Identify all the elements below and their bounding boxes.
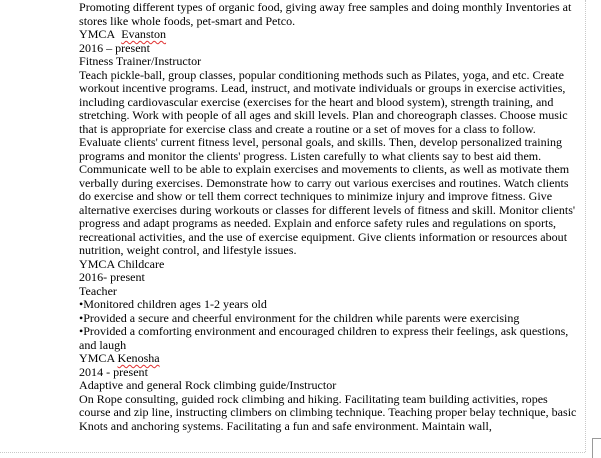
- job-dates: 2016 – present: [79, 40, 150, 55]
- bullet-item: •Provided a secure and cheerful environment for the children while parents were exercising: [79, 310, 520, 325]
- right-margin-guide: [585, 0, 586, 452]
- bullet-item: •Provided a comforting environment and encouraged children to express their feelings, ask questions, and laugh: [79, 324, 569, 352]
- page-corner-mark: [592, 438, 593, 458]
- job-dates: 2014 - present: [79, 364, 148, 379]
- job-title: Adaptive and general Rock climbing guide/Instructor: [79, 378, 337, 392]
- employer-location: Evanston: [121, 27, 167, 41]
- employer-name: YMCA: [79, 27, 116, 41]
- job-dates: 2016- present: [79, 270, 145, 284]
- employer-heading-childcare: [79, 258, 579, 272]
- employer-location: Childcare: [117, 256, 165, 271]
- job-title: Fitness Trainer/Instructor: [79, 54, 202, 68]
- employer-heading-evanston: [79, 28, 579, 42]
- employer-heading-kenosha: [79, 352, 579, 366]
- page-corner-mark-horizontal: [592, 438, 601, 439]
- employer-location: Kenosha: [117, 351, 160, 365]
- job-description: Teach pickle-ball, group classes, popular conditioning methods such as Pilates, yoga, and etc. Create workout incentive programs. Lead, instruct, and motivate individuals or groups in exercise activities, including cardiovascular exercise (exercises for the heart and blood system), strength training, and stretching. Work with people of all ages and skill levels. Plan and choreograph classes. Choose music that is appropriate for exercise class and create a routine or a set of moves for a class to follow. Evaluate clients' current fitness level, personal goals, and skills. Then, develop personalized training programs and monitor the clients' progress. Listen carefully to what clients say to best aid them. Communicate well to be able to explain exercises and movements to clients, as well as motivate them verbally during exercises. Demonstrate how to carry out various exercises and routines. Watch clients do exercise and show or tell them correct techniques to minimize injury and improve fitness. Give alternative exercises during workouts or classes for different levels of fitness and skill. Monitor clients' progress and adapt programs as needed. Explain and enforce safety rules and regulations on sports, recreational activities, and the use of exercise equipment. Give clients information or resources about nutrition, weight control, and lifestyle issues.: [79, 67, 576, 257]
- bullet-item: •Monitored children ages 1-2 years old: [79, 297, 267, 311]
- document-body[interactable]: [79, 1, 579, 433]
- bottom-margin-guide: [0, 452, 585, 453]
- job-title: Teacher: [79, 283, 117, 298]
- employer-name: YMCA: [79, 351, 115, 365]
- job-description: On Rope consulting, guided rock climbing and hiking. Facilitating team building activities, ropes course and zip line, instructing climbers on climbing technique. Teaching proper belay technique, basic Knots and anchoring systems. Facilitating a fun and safe environment. Maintain wall,: [79, 391, 577, 433]
- employer-name: YMCA: [79, 256, 115, 271]
- intro-paragraph: Promoting different types of organic food, giving away free samples and doing monthly Inventories at stores like whole foods, pet-smart and Petco.: [79, 0, 572, 28]
